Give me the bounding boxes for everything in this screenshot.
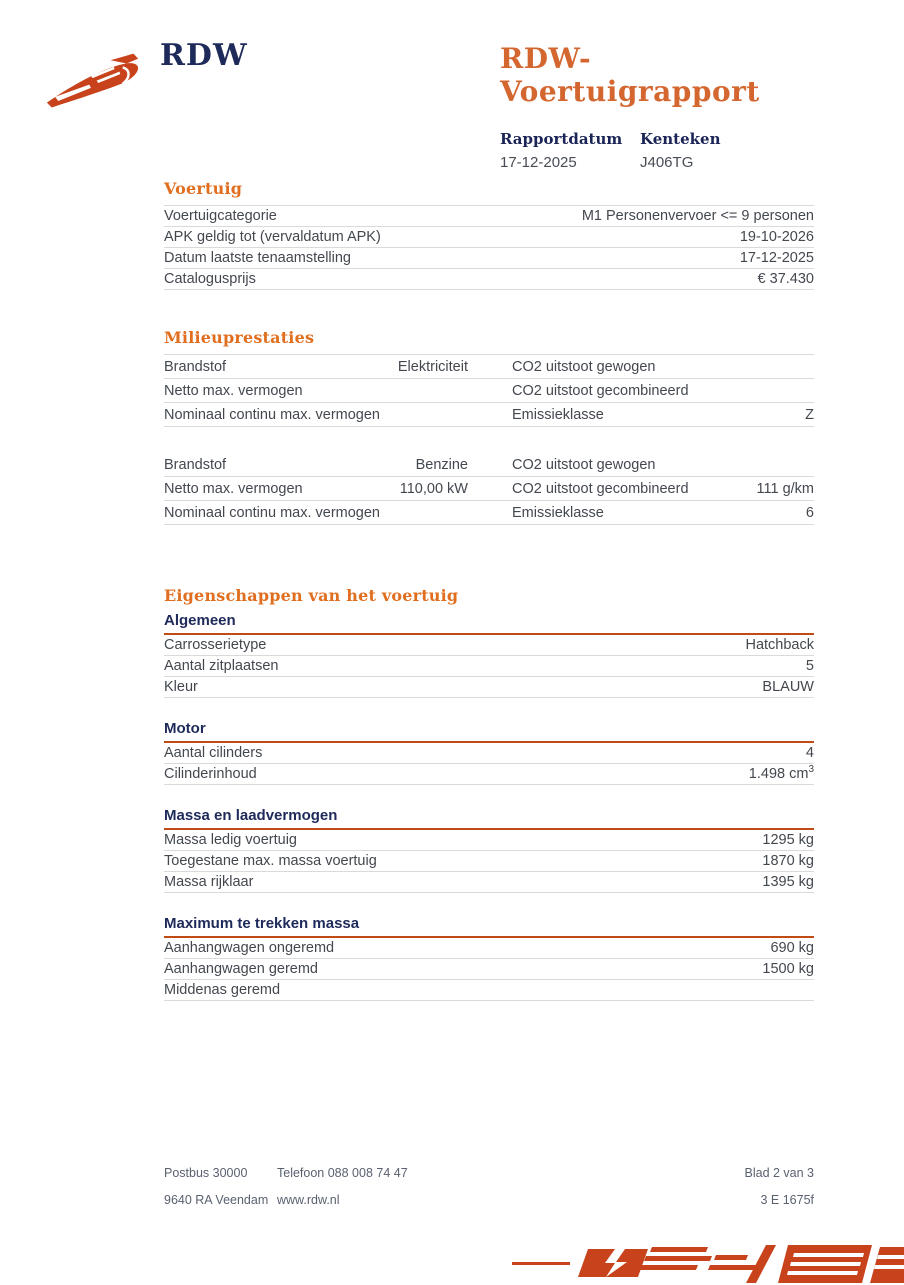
table-row bbox=[164, 635, 814, 656]
table-row bbox=[164, 206, 814, 227]
report-date-value: 17-12-2025 bbox=[500, 154, 577, 171]
row-value bbox=[749, 766, 814, 782]
row-label: Nominaal continu max. vermogen bbox=[164, 406, 380, 423]
table-row bbox=[164, 477, 814, 501]
table-row bbox=[164, 980, 814, 1001]
row-label2: Emissieklasse bbox=[512, 504, 604, 521]
milieu-table-benzine bbox=[164, 453, 814, 525]
row-label: Nominaal continu max. vermogen bbox=[164, 504, 380, 521]
row-label: Aanhangwagen ongeremd bbox=[164, 940, 335, 956]
table-row bbox=[164, 938, 814, 959]
subsection-algemeen bbox=[164, 612, 814, 698]
table-row bbox=[164, 959, 814, 980]
rdw-wordmark: RDW bbox=[160, 38, 248, 73]
row-label: Carrosserietype bbox=[164, 637, 267, 653]
row-value: € 37.430 bbox=[757, 271, 814, 287]
subsection-motor bbox=[164, 720, 814, 785]
footer-postbus: Postbus 30000 bbox=[164, 1166, 248, 1180]
row-value: 1395 kg bbox=[762, 874, 814, 890]
page-footer bbox=[164, 1166, 814, 1220]
row-label2: CO2 uitstoot gewogen bbox=[512, 456, 656, 473]
table-row bbox=[164, 830, 814, 851]
row-label: Datum laatste tenaamstelling bbox=[164, 250, 351, 266]
section-milieuprestaties bbox=[164, 328, 814, 525]
row-value: M1 Personenvervoer <= 9 personen bbox=[581, 208, 814, 224]
row-value: 111 g/km bbox=[756, 480, 814, 497]
voertuig-table bbox=[164, 205, 814, 290]
table-row bbox=[164, 656, 814, 677]
footer-contact bbox=[277, 1166, 745, 1220]
rdw-wing-logo-icon bbox=[42, 50, 148, 112]
footer-city: 9640 RA Veendam bbox=[164, 1193, 269, 1207]
table-row bbox=[164, 872, 814, 893]
subsection-title: Motor bbox=[164, 720, 814, 743]
subsection-title: Massa en laadvermogen bbox=[164, 807, 814, 830]
row-value: 4 bbox=[805, 745, 814, 761]
row-value-superscript: 3 bbox=[808, 764, 814, 776]
row-label: Brandstof bbox=[164, 456, 227, 473]
row-value: Hatchback bbox=[745, 637, 814, 653]
row-label: APK geldig tot (vervaldatum APK) bbox=[164, 229, 381, 245]
license-plate-label: Kenteken bbox=[640, 130, 721, 148]
section-voertuig bbox=[164, 179, 814, 290]
report-meta bbox=[500, 130, 840, 171]
row-mid-value: Elektriciteit bbox=[397, 358, 468, 375]
footer-form-code: 3 E 1675f bbox=[760, 1193, 814, 1207]
row-label: Kleur bbox=[164, 679, 198, 695]
row-label: Toegestane max. massa voertuig bbox=[164, 853, 377, 869]
row-label2: CO2 uitstoot gecombineerd bbox=[512, 480, 689, 497]
report-date-label: Rapportdatum bbox=[500, 130, 623, 148]
footer-phone: Telefoon 088 008 74 47 bbox=[277, 1166, 408, 1180]
table-row bbox=[164, 743, 814, 764]
table-row bbox=[164, 379, 814, 403]
section-eigenschappen bbox=[164, 586, 814, 1001]
row-label: Cilinderinhoud bbox=[164, 766, 257, 782]
row-value: 1870 kg bbox=[762, 853, 814, 869]
rdw-speedlines-graphic-icon bbox=[512, 1243, 904, 1285]
report-header bbox=[500, 42, 840, 171]
row-value: Z bbox=[805, 406, 814, 423]
table-row bbox=[164, 453, 814, 477]
row-label2: Emissieklasse bbox=[512, 406, 604, 423]
footer-website: www.rdw.nl bbox=[277, 1193, 340, 1207]
row-value: 1500 kg bbox=[762, 961, 814, 977]
table-row bbox=[164, 851, 814, 872]
section-title-eigenschappen: Eigenschappen van het voertuig bbox=[164, 586, 459, 605]
table-row bbox=[164, 248, 814, 269]
row-label: Voertuigcategorie bbox=[164, 208, 277, 224]
license-plate-value: J406TG bbox=[640, 154, 694, 171]
section-title-voertuig: Voertuig bbox=[164, 179, 243, 198]
row-value: 6 bbox=[805, 504, 814, 521]
row-mid-value: Benzine bbox=[415, 456, 468, 473]
row-value-text: 1.498 cm bbox=[748, 766, 809, 782]
subsection-massa bbox=[164, 807, 814, 893]
row-value: 17-12-2025 bbox=[739, 250, 814, 266]
row-label: Catalogusprijs bbox=[164, 271, 256, 287]
footer-page-info bbox=[745, 1166, 815, 1220]
subsection-title: Algemeen bbox=[164, 612, 814, 635]
table-row bbox=[164, 501, 814, 525]
row-label: Netto max. vermogen bbox=[164, 480, 303, 497]
row-label: Aantal zitplaatsen bbox=[164, 658, 279, 674]
row-label: Aantal cilinders bbox=[164, 745, 263, 761]
row-label: Brandstof bbox=[164, 358, 227, 375]
row-label2: CO2 uitstoot gewogen bbox=[512, 358, 656, 375]
table-row bbox=[164, 269, 814, 290]
row-label: Aanhangwagen geremd bbox=[164, 961, 318, 977]
row-label: Middenas geremd bbox=[164, 982, 281, 998]
subsection-trekken-massa bbox=[164, 915, 814, 1001]
license-plate-group bbox=[640, 130, 720, 171]
row-mid-value: 110,00 kW bbox=[399, 480, 468, 497]
footer-page-indicator: Blad 2 van 3 bbox=[744, 1166, 814, 1180]
row-value: 19-10-2026 bbox=[739, 229, 814, 245]
row-label: Massa rijklaar bbox=[164, 874, 254, 890]
table-row bbox=[164, 764, 814, 785]
table-row bbox=[164, 403, 814, 427]
row-value: 1295 kg bbox=[762, 832, 814, 848]
footer-address bbox=[164, 1166, 277, 1220]
milieu-table-elektriciteit bbox=[164, 354, 814, 427]
subsection-title: Maximum te trekken massa bbox=[164, 915, 814, 938]
row-label: Netto max. vermogen bbox=[164, 382, 303, 399]
table-row bbox=[164, 677, 814, 698]
report-date-group bbox=[500, 130, 640, 171]
page-title: RDW-Voertuigrapport bbox=[500, 42, 760, 108]
table-row bbox=[164, 227, 814, 248]
row-label2: CO2 uitstoot gecombineerd bbox=[512, 382, 689, 399]
section-title-milieuprestaties: Milieuprestaties bbox=[164, 328, 315, 347]
row-value: BLAUW bbox=[762, 679, 814, 695]
table-row bbox=[164, 355, 814, 379]
row-value: 690 kg bbox=[770, 940, 814, 956]
row-value: 5 bbox=[805, 658, 814, 674]
row-label: Massa ledig voertuig bbox=[164, 832, 297, 848]
